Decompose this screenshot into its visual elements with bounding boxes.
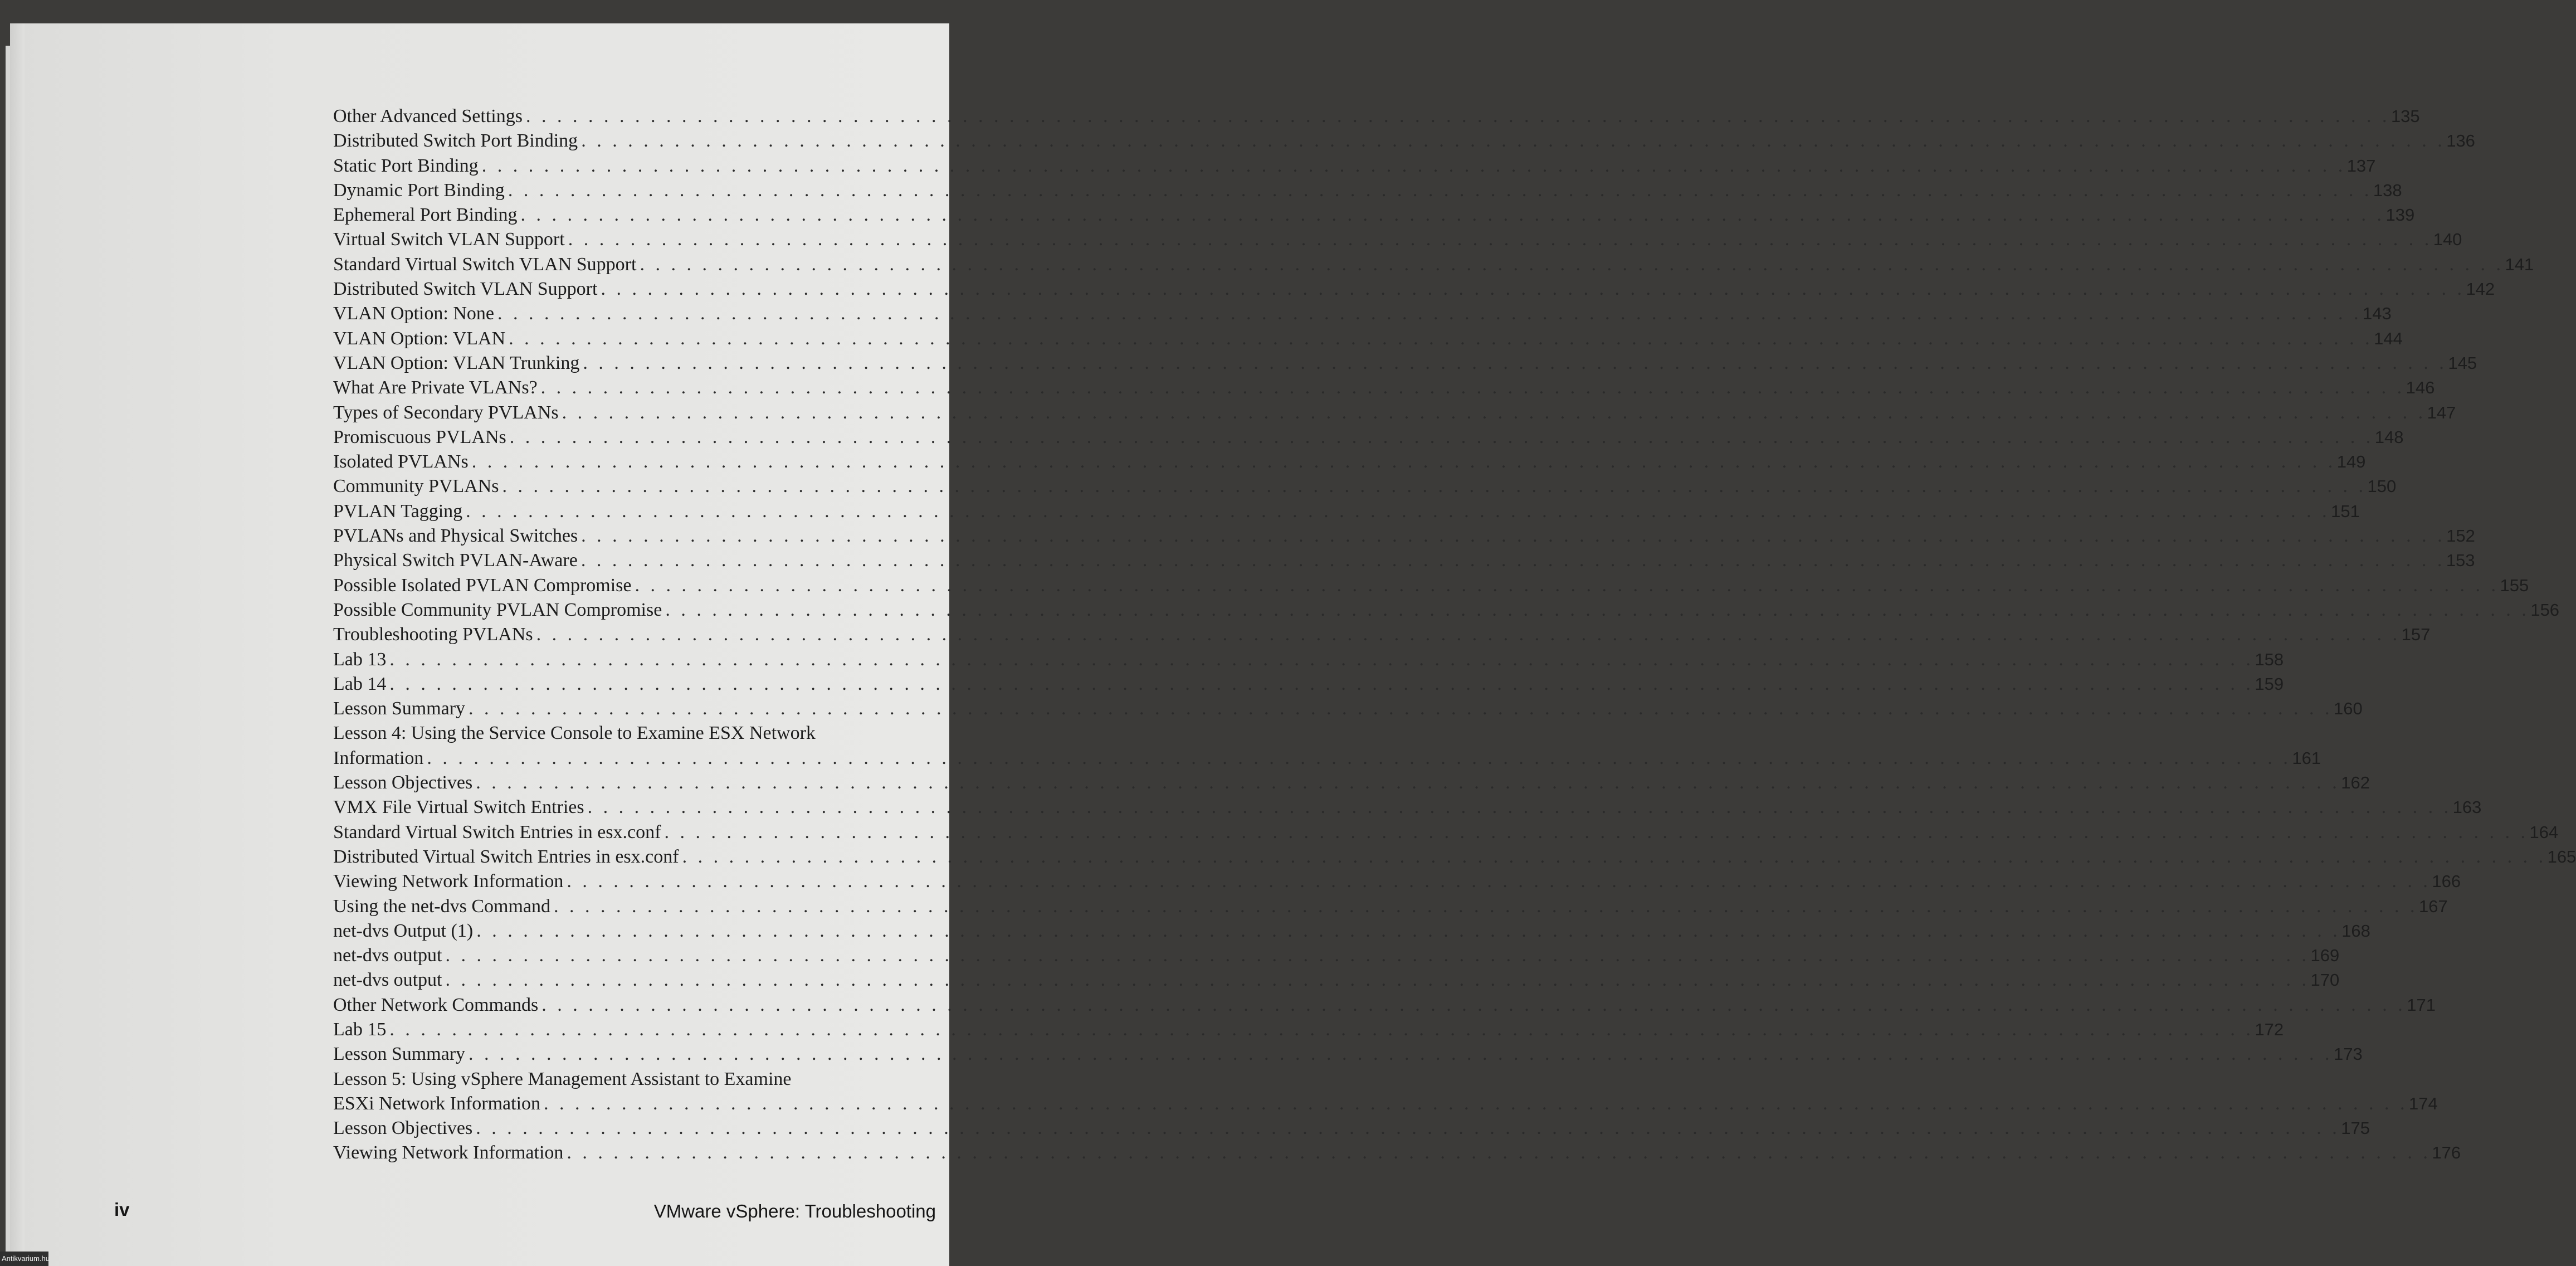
toc-entry-title: net-dvs Output (1) [333, 920, 474, 941]
toc-entry-title: VLAN Option: None [333, 303, 494, 324]
dot-leader: . . . . . . . . . . . . . . . . . . . . . . . . . . . . . . . . . . . . . . . . . . . . . . . . . . . . . . . . . . . . . . . . . . . . . . . . . . . . . . . . . . . . . . . . . . . . . . . . . . . . . . . . . . . . . . . . . . . . . . . . [476, 920, 2341, 941]
toc-entry-page: 142 [2466, 279, 2495, 299]
toc-entry-page: 176 [2432, 1143, 2461, 1163]
dot-leader: . . . . . . . . . . . . . . . . . . . . . . . . . . . . . . . . . . . . . . . . . . . . . . . . . . . . . . . . . . . . . . . . . . . . . . . . . . . . . . . . . . . . . . . . . . . . . . . . . . . . . . . . . . . . . . . . . . . . . . . . [476, 772, 2340, 793]
toc-entry-page: 143 [2362, 304, 2392, 324]
dot-leader: . . . . . . . . . . . . . . . . . . . . . . . . . . . . . . . . . . . . . . . . . . . . . . . . . . . . . . . . . . . . . . . . . . . . . . . . . . . . . . . . . . . . . . . . . . . . . . . . . . . . . . . . . . . . . . . . . . . . . . . . [445, 945, 2310, 966]
dot-leader: . . . . . . . . . . . . . . . . . . . . . . . . . . . . . . . . . . . . . . . . . . . . . . . . . . . . . . . . . . . . . . . . . . . . . . . . . . . . . . . . . . . . . . . . . . . . . . . . . . . . . . . . . . . . . . . . . . . . . . . . [587, 797, 2452, 818]
toc-entry-title: Lesson 4: Using the Service Console to Examine ESX Network [333, 723, 816, 744]
toc-entry-title: Other Network Commands [333, 994, 539, 1015]
dot-leader: . . . . . . . . . . . . . . . . . . . . . . . . . . . . . . . . . . . . . . . . . . . . . . . . . . . . . . . . . . . . . . . . . . . . . . . . . . . . . . . . . . . . . . . . . . . . . . . . . . . . . . . . . . . . . . . . . . . . . . . . [562, 402, 2426, 423]
toc-entry [333, 970, 2340, 994]
toc-entry-title: Dynamic Port Binding [333, 179, 505, 201]
toc-entry-page: 141 [2505, 254, 2534, 274]
toc-entry [333, 204, 2415, 229]
toc-entry-page: 160 [2334, 699, 2363, 719]
toc-entry [333, 1093, 2438, 1118]
toc-entry-title: Distributed Switch Port Binding [333, 130, 578, 152]
toc-entry [333, 426, 2404, 451]
toc-entry [333, 106, 2420, 130]
toc-entry-page: 164 [2529, 822, 2559, 842]
toc-entry [333, 747, 2321, 772]
toc-entry-page: 149 [2336, 452, 2366, 472]
toc-entry [333, 451, 2366, 476]
toc-entry-title: Physical Switch PVLAN-Aware [333, 550, 578, 571]
toc-entry [333, 1044, 2363, 1068]
toc-entry-title: Types of Secondary PVLANs [333, 402, 559, 423]
toc-entry [333, 476, 2397, 500]
toc-entry-page: 138 [2373, 180, 2402, 200]
toc-entry [333, 797, 2482, 821]
toc-entry [333, 723, 939, 747]
toc-entry [333, 550, 2475, 574]
toc-entry-title: Virtual Switch VLAN Support [333, 229, 565, 250]
toc-entry-page: 135 [2390, 106, 2420, 126]
toc-entry-page: 172 [2255, 1019, 2284, 1039]
toc-entry [333, 945, 2340, 970]
toc-entry-page: 173 [2334, 1044, 2363, 1064]
toc-entry-title: Distributed Virtual Switch Entries in esx.conf [333, 846, 679, 867]
toc-entry-page: 168 [2341, 921, 2370, 941]
toc-entry-title: Lesson Summary [333, 1044, 466, 1065]
dot-leader: . . . . . . . . . . . . . . . . . . . . . . . . . . . . . . . . . . . . . . . . . . . . . . . . . . . . . . . . . . . . . . . . . . . . . . . . . . . . . . . . . . . . . . . . . . . . . . . . . . . . . . . . . . . . . . . . . . . . . . . . [536, 624, 2401, 645]
toc-entry [333, 920, 2370, 945]
toc-entry-title: net-dvs output [333, 970, 442, 991]
dot-leader: . . . . . . . . . . . . . . . . . . . . . . . . . . . . . . . . . . . . . . . . . . . . . . . . . . . . . . . . . . . . . . . . . . . . . . . . . . . . . . . . . . . . . . . . . . . . . . . . . . . . . . . . . . . . . . . . . . . . . . . . [509, 426, 2374, 447]
dot-leader: . . . . . . . . . . . . . . . . . . . . . . . . . . . . . . . . . . . . . . . . . . . . . . . . . . . . . . . . . . . . . . . . . . . . . . . . . . . . . . . . . . . . . . . . . . . . . . . . . . . . . . . . . . . . . . . . . . . . . . . . [389, 1019, 2254, 1040]
dot-leader: . . . . . . . . . . . . . . . . . . . . . . . . . . . . . . . . . . . . . . . . . . . . . . . . . . . . . . . . . . . . . . . . . . . . . . . . . . . . . . . . . . . . . . . . . . . . . . . . . . . . . . . . . . . . . . . . . . . . . . . . [481, 155, 2346, 176]
dot-leader: . . . . . . . . . . . . . . . . . . . . . . . . . . . . . . . . . . . . . . . . . . . . . . . . . . . . . . . . . . . . . . . . . . . . . . . . . . . . . . . . . . . . . . . . . . . . . . . . . . . . . . . . . . . . . . . . . . . . . . . . [476, 1118, 2340, 1139]
toc-entry-page: 159 [2255, 674, 2284, 694]
dot-leader: . . . . . . . . . . . . . . . . . . . . . . . . . . . . . . . . . . . . . . . . . . . . . . . . . . . . . . . . . . . . . . . . . . . . . . . . . . . . . . . . . . . . . . . . . . . . . . . . . . . . . . . . . . . . . . . . . . . . . . . . [580, 550, 2445, 571]
toc-entry [333, 130, 2475, 155]
toc-entry-page: 161 [2292, 748, 2321, 768]
toc-entry-page: 152 [2446, 526, 2475, 546]
toc-entry [333, 846, 2576, 871]
toc-entry [333, 821, 2559, 846]
toc-entry-page: 165 [2547, 846, 2576, 866]
toc-entry-title: Lab 13 [333, 649, 387, 670]
toc-entry-title: Standard Virtual Switch VLAN Support [333, 254, 637, 275]
toc-entry-title: Lesson Summary [333, 698, 466, 719]
toc-entry-title: VLAN Option: VLAN Trunking [333, 352, 580, 373]
toc-entry-page: 158 [2255, 649, 2284, 669]
watermark: Antikvarium.hu [0, 1252, 48, 1266]
page-edge [10, 23, 25, 1266]
toc-entry [333, 1069, 939, 1093]
toc-entry-page: 153 [2446, 551, 2475, 571]
toc-entry [333, 599, 2560, 624]
toc-entry [333, 525, 2475, 550]
toc-entry [333, 673, 2284, 698]
toc-entry-title: Viewing Network Information [333, 1142, 564, 1163]
toc-entry-title: PVLAN Tagging [333, 500, 463, 522]
toc-entry-page: 144 [2374, 328, 2403, 348]
toc-entry-title: VMX File Virtual Switch Entries [333, 797, 584, 818]
toc-entry-page: 147 [2427, 402, 2456, 422]
toc-entry-title: Ephemeral Port Binding [333, 204, 518, 226]
toc-entry-title: Possible Community PVLAN Compromise [333, 599, 662, 620]
table-of-contents [333, 106, 2576, 1167]
toc-entry [333, 254, 2534, 279]
toc-entry-page: 146 [2406, 378, 2435, 398]
toc-entry [333, 1142, 2461, 1167]
dot-leader: . . . . . . . . . . . . . . . . . . . . . . . . . . . . . . . . . . . . . . . . . . . . . . . . . . . . . . . . . . . . . . . . . . . . . . . . . . . . . . . . . . . . . . . . . . . . . . . . . . . . . . . . . . . . . . . . . . . . . . . . [567, 1142, 2431, 1163]
dot-leader: . . . . . . . . . . . . . . . . . . . . . . . . . . . . . . . . . . . . . . . . . . . . . . . . . . . . . . . . . . . . . . . . . . . . . . . . . . . . . . . . . . . . . . . . . . . . . . . . . . . . . . . . . . . . . . . . . . . . . . . . [583, 352, 2447, 373]
toc-entry [333, 895, 2448, 921]
toc-entry [333, 500, 2360, 525]
toc-entry [333, 229, 2462, 254]
running-footer-title: VMware vSphere: Troubleshooting [653, 1201, 936, 1221]
dot-leader: . . . . . . . . . . . . . . . . . . . . . . . . . . . . . . . . . . . . . . . . . . . . . . . . . . . . . . . . . . . . . . . . . . . . . . . . . . . . . . . . . . . . . . . . . . . . . . . . . . . . . . . . . . . . . . . . . . . . . . . . [525, 106, 2390, 126]
toc-entry-title: Lesson Objectives [333, 1118, 473, 1139]
toc-entry-page: 171 [2407, 995, 2436, 1015]
toc-entry-page: 156 [2530, 600, 2560, 620]
toc-entry-page: 151 [2331, 501, 2360, 521]
toc-entry [333, 624, 2431, 649]
toc-entry-title: Standard Virtual Switch Entries in esx.conf [333, 821, 661, 843]
dot-leader: . . . . . . . . . . . . . . . . . . . . . . . . . . . . . . . . . . . . . . . . . . . . . . . . . . . . . . . . . . . . . . . . . . . . . . . . . . . . . . . . . . . . . . . . . . . . . . . . . . . . . . . . . . . . . . . . . . . . . . . . [601, 279, 2465, 300]
toc-entry-page: 145 [2448, 353, 2477, 373]
toc-entry-title: Lab 15 [333, 1019, 387, 1040]
dot-leader: . . . . . . . . . . . . . . . . . . . . . . . . . . . . . . . . . . . . . . . . . . . . . . . . . . . . . . . . . . . . . . . . . . . . . . . . . . . . . . . . . . . . . . . . . . . . . . . . . . . . . . . . . . . . . . . . . . . . . . . . [581, 525, 2446, 547]
toc-entry [333, 1118, 2370, 1142]
toc-entry [333, 279, 2495, 303]
toc-entry-page: 157 [2401, 625, 2431, 645]
dot-leader: . . . . . . . . . . . . . . . . . . . . . . . . . . . . . . . . . . . . . . . . . . . . . . . . . . . . . . . . . . . . . . . . . . . . . . . . . . . . . . . . . . . . . . . . . . . . . . . . . . . . . . . . . . . . . . . . . . . . . . . . [664, 821, 2529, 843]
toc-entry [333, 994, 2436, 1019]
toc-entry [333, 649, 2284, 674]
toc-entry-page: 174 [2409, 1093, 2438, 1113]
toc-entry-title: What Are Private VLANs? [333, 377, 538, 398]
toc-entry [333, 1019, 2284, 1044]
toc-entry [333, 352, 2477, 377]
dot-leader: . . . . . . . . . . . . . . . . . . . . . . . . . . . . . . . . . . . . . . . . . . . . . . . . . . . . . . . . . . . . . . . . . . . . . . . . . . . . . . . . . . . . . . . . . . . . . . . . . . . . . . . . . . . . . . . . . . . . . . . . [665, 599, 2530, 620]
toc-entry-title: Troubleshooting PVLANs [333, 624, 533, 645]
toc-entry [333, 179, 2402, 204]
dot-leader: . . . . . . . . . . . . . . . . . . . . . . . . . . . . . . . . . . . . . . . . . . . . . . . . . . . . . . . . . . . . . . . . . . . . . . . . . . . . . . . . . . . . . . . . . . . . . . . . . . . . . . . . . . . . . . . . . . . . . . . . [508, 179, 2372, 201]
toc-entry-title: Using the net-dvs Command [333, 895, 551, 917]
dot-leader: . . . . . . . . . . . . . . . . . . . . . . . . . . . . . . . . . . . . . . . . . . . . . . . . . . . . . . . . . . . . . . . . . . . . . . . . . . . . . . . . . . . . . . . . . . . . . . . . . . . . . . . . . . . . . . . . . . . . . . . . [581, 130, 2446, 152]
dot-leader: . . . . . . . . . . . . . . . . . . . . . . . . . . . . . . . . . . . . . . . . . . . . . . . . . . . . . . . . . . . . . . . . . . . . . . . . . . . . . . . . . . . . . . . . . . . . . . . . . . . . . . . . . . . . . . . . . . . . . . . . [567, 871, 2431, 892]
toc-entry [333, 402, 2456, 427]
toc-entry [333, 772, 2370, 797]
dot-leader: . . . . . . . . . . . . . . . . . . . . . . . . . . . . . . . . . . . . . . . . . . . . . . . . . . . . . . . . . . . . . . . . . . . . . . . . . . . . . . . . . . . . . . . . . . . . . . . . . . . . . . . . . . . . . . . . . . . . . . . . [502, 476, 2367, 497]
toc-entry-title: Other Advanced Settings [333, 106, 523, 126]
toc-entry-page: 155 [2500, 575, 2529, 595]
toc-entry [333, 303, 2392, 328]
toc-entry-title: Information [333, 747, 424, 768]
toc-entry-page: 170 [2310, 970, 2340, 990]
toc-entry-title: Lesson 5: Using vSphere Management Assistant to Examine [333, 1068, 792, 1089]
dot-leader: . . . . . . . . . . . . . . . . . . . . . . . . . . . . . . . . . . . . . . . . . . . . . . . . . . . . . . . . . . . . . . . . . . . . . . . . . . . . . . . . . . . . . . . . . . . . . . . . . . . . . . . . . . . . . . . . . . . . . . . . [544, 1093, 2408, 1114]
toc-entry [333, 328, 2403, 353]
dot-leader: . . . . . . . . . . . . . . . . . . . . . . . . . . . . . . . . . . . . . . . . . . . . . . . . . . . . . . . . . . . . . . . . . . . . . . . . . . . . . . . . . . . . . . . . . . . . . . . . . . . . . . . . . . . . . . . . . . . . . . . . [554, 895, 2418, 917]
toc-entry-page: 175 [2341, 1118, 2370, 1138]
dot-leader: . . . . . . . . . . . . . . . . . . . . . . . . . . . . . . . . . . . . . . . . . . . . . . . . . . . . . . . . . . . . . . . . . . . . . . . . . . . . . . . . . . . . . . . . . . . . . . . . . . . . . . . . . . . . . . . . . . . . . . . . [541, 994, 2406, 1015]
toc-entry-title: net-dvs output [333, 945, 442, 966]
toc-entry-page: 163 [2452, 797, 2482, 817]
toc-entry-title: Static Port Binding [333, 155, 479, 176]
toc-entry-title: VLAN Option: VLAN [333, 328, 506, 349]
toc-entry-page: 136 [2446, 131, 2475, 151]
dot-leader: . . . . . . . . . . . . . . . . . . . . . . . . . . . . . . . . . . . . . . . . . . . . . . . . . . . . . . . . . . . . . . . . . . . . . . . . . . . . . . . . . . . . . . . . . . . . . . . . . . . . . . . . . . . . . . . . . . . . . . . . [469, 1044, 2333, 1065]
toc-entry-title: ESXi Network Information [333, 1093, 541, 1114]
dot-leader: . . . . . . . . . . . . . . . . . . . . . . . . . . . . . . . . . . . . . . . . . . . . . . . . . . . . . . . . . . . . . . . . . . . . . . . . . . . . . . . . . . . . . . . . . . . . . . . . . . . . . . . . . . . . . . . . . . . . . . . . [509, 328, 2373, 349]
dot-leader: . . . . . . . . . . . . . . . . . . . . . . . . . . . . . . . . . . . . . . . . . . . . . . . . . . . . . . . . . . . . . . . . . . . . . . . . . . . . . . . . . . . . . . . . . . . . . . . . . . . . . . . . . . . . . . . . . . . . . . . . [682, 846, 2546, 867]
toc-entry [333, 574, 2529, 600]
toc-entry-title: Community PVLANs [333, 476, 499, 497]
dot-leader: . . . . . . . . . . . . . . . . . . . . . . . . . . . . . . . . . . . . . . . . . . . . . . . . . . . . . . . . . . . . . . . . . . . . . . . . . . . . . . . . . . . . . . . . . . . . . . . . . . . . . . . . . . . . . . . . . . . . . . . . [540, 377, 2405, 398]
toc-entry-page: 162 [2341, 773, 2370, 793]
toc-entry-page: 140 [2433, 230, 2462, 250]
toc-entry-page: 148 [2374, 427, 2404, 447]
toc-entry-title: Possible Isolated PVLAN Compromise [333, 574, 632, 596]
toc-entry-title: PVLANs and Physical Switches [333, 525, 578, 547]
toc-entry [333, 155, 2376, 180]
toc-entry [333, 871, 2461, 895]
dot-leader: . . . . . . . . . . . . . . . . . . . . . . . . . . . . . . . . . . . . . . . . . . . . . . . . . . . . . . . . . . . . . . . . . . . . . . . . . . . . . . . . . . . . . . . . . . . . . . . . . . . . . . . . . . . . . . . . . . . . . . . . [389, 673, 2254, 694]
toc-entry-page: 169 [2310, 946, 2340, 966]
toc-entry [333, 698, 2363, 723]
dot-leader: . . . . . . . . . . . . . . . . . . . . . . . . . . . . . . . . . . . . . . . . . . . . . . . . . . . . . . . . . . . . . . . . . . . . . . . . . . . . . . . . . . . . . . . . . . . . . . . . . . . . . . . . . . . . . . . . . . . . . . . . [497, 303, 2362, 324]
toc-entry-title: Lab 14 [333, 673, 387, 694]
dot-leader: . . . . . . . . . . . . . . . . . . . . . . . . . . . . . . . . . . . . . . . . . . . . . . . . . . . . . . . . . . . . . . . . . . . . . . . . . . . . . . . . . . . . . . . . . . . . . . . . . . . . . . . . . . . . . . . . . . . . . . . . [471, 451, 2336, 473]
toc-entry-page: 167 [2419, 896, 2448, 916]
dot-leader: . . . . . . . . . . . . . . . . . . . . . . . . . . . . . . . . . . . . . . . . . . . . . . . . . . . . . . . . . . . . . . . . . . . . . . . . . . . . . . . . . . . . . . . . . . . . . . . . . . . . . . . . . . . . . . . . . . . . . . . . [427, 747, 2291, 768]
toc-entry-title: Viewing Network Information [333, 871, 564, 892]
toc-entry-title: Promiscuous PVLANs [333, 426, 506, 447]
toc-entry-title: Lesson Objectives [333, 772, 473, 793]
toc-entry-page: 166 [2432, 871, 2461, 892]
dot-leader: . . . . . . . . . . . . . . . . . . . . . . . . . . . . . . . . . . . . . . . . . . . . . . . . . . . . . . . . . . . . . . . . . . . . . . . . . . . . . . . . . . . . . . . . . . . . . . . . . . . . . . . . . . . . . . . . . . . . . . . . [635, 574, 2499, 596]
dot-leader: . . . . . . . . . . . . . . . . . . . . . . . . . . . . . . . . . . . . . . . . . . . . . . . . . . . . . . . . . . . . . . . . . . . . . . . . . . . . . . . . . . . . . . . . . . . . . . . . . . . . . . . . . . . . . . . . . . . . . . . . [520, 204, 2385, 226]
dot-leader: . . . . . . . . . . . . . . . . . . . . . . . . . . . . . . . . . . . . . . . . . . . . . . . . . . . . . . . . . . . . . . . . . . . . . . . . . . . . . . . . . . . . . . . . . . . . . . . . . . . . . . . . . . . . . . . . . . . . . . . . [640, 254, 2504, 275]
toc-entry-page: 137 [2346, 155, 2376, 176]
page-number: iv [114, 1199, 130, 1220]
dot-leader: . . . . . . . . . . . . . . . . . . . . . . . . . . . . . . . . . . . . . . . . . . . . . . . . . . . . . . . . . . . . . . . . . . . . . . . . . . . . . . . . . . . . . . . . . . . . . . . . . . . . . . . . . . . . . . . . . . . . . . . . [466, 500, 2330, 522]
dot-leader: . . . . . . . . . . . . . . . . . . . . . . . . . . . . . . . . . . . . . . . . . . . . . . . . . . . . . . . . . . . . . . . . . . . . . . . . . . . . . . . . . . . . . . . . . . . . . . . . . . . . . . . . . . . . . . . . . . . . . . . . [469, 698, 2333, 719]
toc-entry-title: Distributed Switch VLAN Support [333, 279, 598, 300]
toc-entry-page: 150 [2367, 476, 2397, 496]
toc-entry [333, 377, 2435, 402]
dot-leader: . . . . . . . . . . . . . . . . . . . . . . . . . . . . . . . . . . . . . . . . . . . . . . . . . . . . . . . . . . . . . . . . . . . . . . . . . . . . . . . . . . . . . . . . . . . . . . . . . . . . . . . . . . . . . . . . . . . . . . . . [389, 649, 2254, 670]
dot-leader: . . . . . . . . . . . . . . . . . . . . . . . . . . . . . . . . . . . . . . . . . . . . . . . . . . . . . . . . . . . . . . . . . . . . . . . . . . . . . . . . . . . . . . . . . . . . . . . . . . . . . . . . . . . . . . . . . . . . . . . . [568, 229, 2432, 250]
toc-entry-title: Isolated PVLANs [333, 451, 469, 473]
toc-entry-page: 139 [2385, 205, 2415, 225]
dot-leader: . . . . . . . . . . . . . . . . . . . . . . . . . . . . . . . . . . . . . . . . . . . . . . . . . . . . . . . . . . . . . . . . . . . . . . . . . . . . . . . . . . . . . . . . . . . . . . . . . . . . . . . . . . . . . . . . . . . . . . . . [445, 970, 2310, 991]
